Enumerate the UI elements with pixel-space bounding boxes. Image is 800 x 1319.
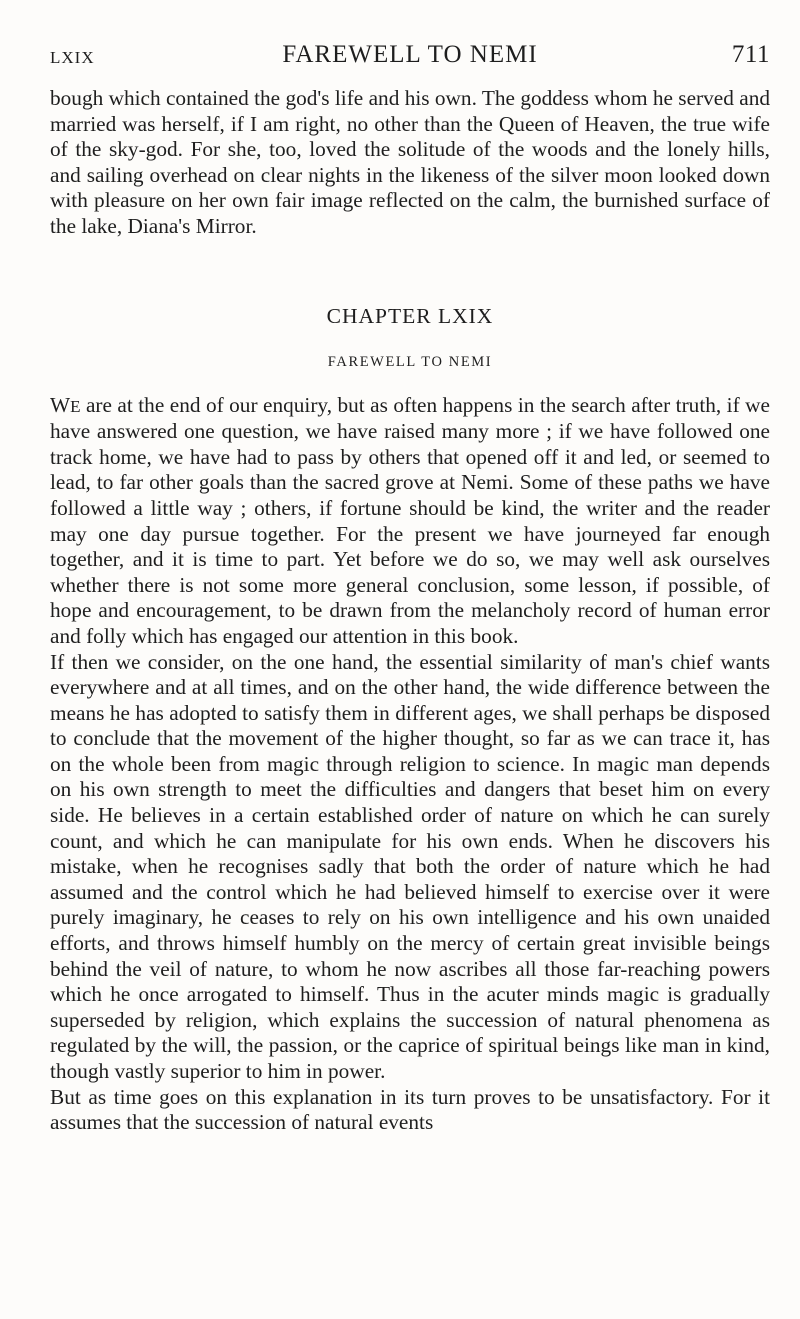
chapter-body	[50, 393, 770, 1136]
running-head	[50, 40, 770, 70]
paragraph-2: If then we consider, on the one hand, the essential similarity of man's chief wants everywhere and at all times, and on the other hand, the wide difference between the means he has adopted to satisfy them in different ages, we shall perhaps be disposed to conclude that the movement of the higher thought, so far as we can trace it, has on the whole been from magic through religion to science. In magic man depends on his own strength to meet the difficulties and dangers that beset him on every side. He believes in a certain established order of nature on which he can surely count, and which he can manipulate for his own ends. When he discovers his mistake, when he recognises sadly that both the order of nature which he had assumed and the control which he had believed himself to exercise over it were purely imaginary, he ceases to rely on his own intelligence and his own unaided efforts, and throws himself humbly on the mercy of certain great invisible beings behind the veil of nature, to whom he now ascribes all those far-reaching powers which he once arrogated to himself. Thus in the acuter minds magic is gradually superseded by religion, which explains the succession of natural phenomena as regulated by the will, the passion, or the caprice of spiritual beings like man in kind, though vastly superior to him in power.	[50, 649, 770, 1083]
lead-paragraph: bough which contained the god's life and his own. The goddess whom he served and married was herself, if I am right, no other than the Queen of Heaven, the true wife of the sky-god. For she, too, loved the solitude of the woods and the lonely hills, and sailing overhead on clear nights in the likeness of the silver moon looked down with pleasure on her own fair image reflected on the calm, the burnished surface of the lake, Diana's Mirror.	[50, 86, 770, 238]
chapter-title: FAREWELL TO NEMI	[327, 353, 493, 370]
page-content	[50, 40, 770, 1300]
paragraph-1-initial: W	[50, 392, 71, 417]
chapter-heading: CHAPTER LXIX	[326, 303, 494, 328]
paragraph-1-smallcap: E	[70, 396, 81, 416]
page-number: 711	[731, 41, 770, 68]
lead-paragraph-container	[50, 86, 770, 240]
running-head-title: FAREWELL TO NEMI	[282, 41, 538, 68]
paragraph-3: But as time goes on this explanation in its turn proves to be unsatisfactory. For it assumes that the succession of natural events	[50, 1084, 770, 1135]
paragraph-1-text: are at the end of our enquiry, but as often happens in the search after truth, if we have answered one question, we have raised many more ; if we have followed one track home, we have had to pass by others that opened off it and led, or seemed to lead, to far other goals than the sacred grove at Nemi. Some of these paths we have followed a little way ; others, if fortune should be kind, the writer and the reader may one day pursue together. For the present we have journeyed far enough together, and it is time to part. Yet before we do so, we may well ask ourselves whether there is not some more general conclusion, some lesson, if possible, of hope and encouragement, to be drawn from the melancholy record of human error and folly which has engaged our attention in this book.	[50, 392, 770, 648]
running-head-chapter-number: LXIX	[50, 48, 95, 67]
paragraph-1	[50, 393, 770, 650]
